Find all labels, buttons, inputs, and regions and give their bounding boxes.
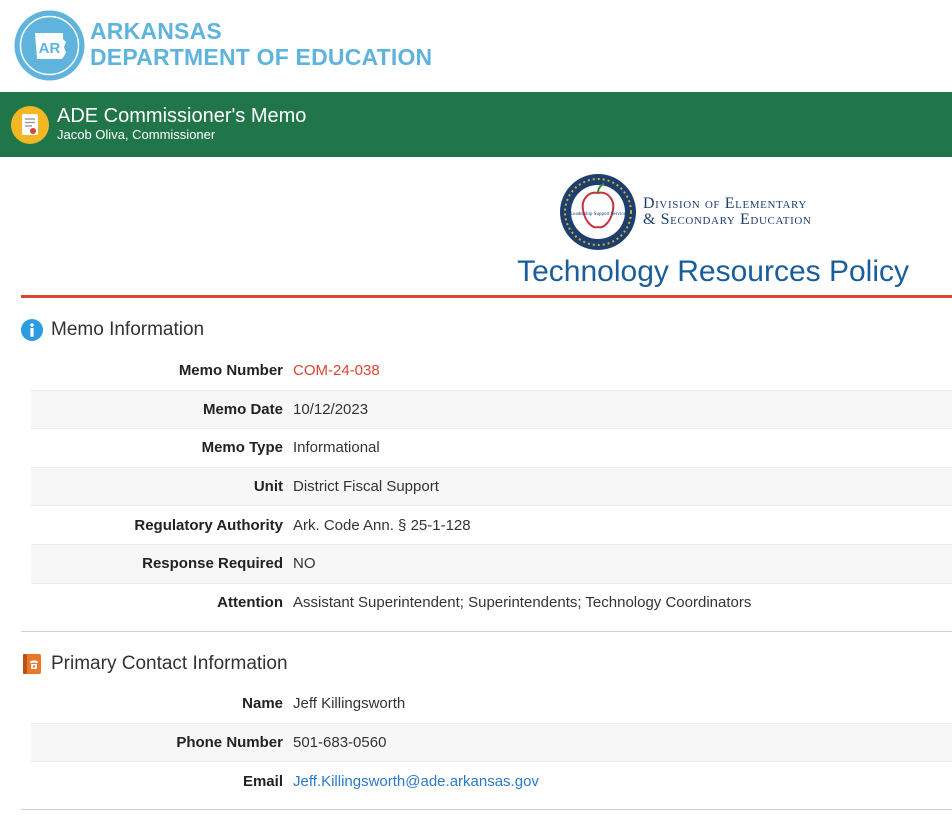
response-required-value: NO bbox=[293, 555, 316, 573]
row-response-required bbox=[31, 545, 952, 584]
row-memo-number bbox=[31, 352, 952, 391]
memo-type-label: Memo Type bbox=[201, 439, 283, 457]
memo-date-label: Memo Date bbox=[202, 400, 283, 418]
attention-value: Assistant Superintendent; Superintendents; Technology Coordinators bbox=[293, 594, 752, 612]
unit-label: Unit bbox=[253, 478, 283, 496]
contact-heading bbox=[21, 650, 288, 678]
memo-info-heading bbox=[21, 316, 204, 344]
division-name-line2: & Secondary Education bbox=[643, 211, 812, 228]
memo-number-label: Memo Number bbox=[178, 362, 283, 380]
contact-email-label: Email bbox=[242, 772, 283, 790]
memo-number-value: COM-24-038 bbox=[293, 362, 380, 380]
title-rule bbox=[21, 295, 952, 298]
regulatory-authority-label: Regulatory Authority bbox=[134, 516, 283, 534]
unit-value: District Fiscal Support bbox=[293, 478, 439, 496]
info-icon bbox=[21, 319, 43, 341]
memo-type-value: Informational bbox=[293, 439, 380, 457]
regulatory-authority-value: Ark. Code Ann. § 25-1-128 bbox=[293, 516, 471, 534]
row-attention bbox=[31, 584, 952, 623]
memo-document-icon bbox=[11, 106, 49, 144]
contact-name-label: Name bbox=[242, 695, 283, 713]
arkansas-seal-logo[interactable] bbox=[13, 9, 86, 82]
contact-name-value: Jeff Killingsworth bbox=[293, 695, 406, 713]
contact-phone-label: Phone Number bbox=[176, 733, 283, 751]
response-required-label: Response Required bbox=[142, 555, 283, 573]
memo-info-heading-label: Memo Information bbox=[51, 319, 205, 340]
row-memo-type bbox=[31, 429, 952, 468]
row-regulatory-authority bbox=[31, 506, 952, 545]
contact-table bbox=[31, 685, 952, 801]
org-name-line1: ARKANSAS bbox=[90, 18, 222, 44]
org-name-line2: DEPARTMENT OF EDUCATION bbox=[90, 44, 433, 70]
address-book-icon bbox=[21, 653, 43, 675]
contact-phone-value: 501-683-0560 bbox=[293, 733, 387, 751]
row-memo-date bbox=[31, 391, 952, 430]
contact-email-link[interactable]: Jeff.Killingsworth@ade.arkansas.gov bbox=[293, 772, 539, 790]
section-divider-bottom bbox=[21, 809, 952, 810]
seal-text: AR bbox=[38, 40, 61, 57]
page-title: Technology Resources Policy bbox=[517, 255, 909, 288]
memo-date-value: 10/12/2023 bbox=[293, 400, 369, 418]
memo-banner bbox=[0, 92, 952, 157]
org-name[interactable] bbox=[90, 18, 432, 70]
contact-heading-label: Primary Contact Information bbox=[51, 653, 288, 674]
row-contact-phone bbox=[31, 724, 952, 763]
division-name-line1: Division of Elementary bbox=[643, 195, 807, 212]
row-contact-email bbox=[31, 762, 952, 801]
attention-label: Attention bbox=[217, 594, 283, 612]
row-contact-name bbox=[31, 685, 952, 724]
division-name bbox=[643, 196, 811, 228]
division-seal-text: Leadership Support Service bbox=[570, 212, 626, 217]
banner-subtitle: Jacob Oliva, Commissioner bbox=[57, 127, 216, 142]
division-seal-logo bbox=[559, 173, 637, 251]
banner-title: ADE Commissioner's Memo bbox=[57, 105, 307, 127]
site-header bbox=[0, 0, 952, 92]
row-unit bbox=[31, 468, 952, 507]
section-divider bbox=[21, 631, 952, 632]
memo-info-table bbox=[31, 352, 952, 622]
